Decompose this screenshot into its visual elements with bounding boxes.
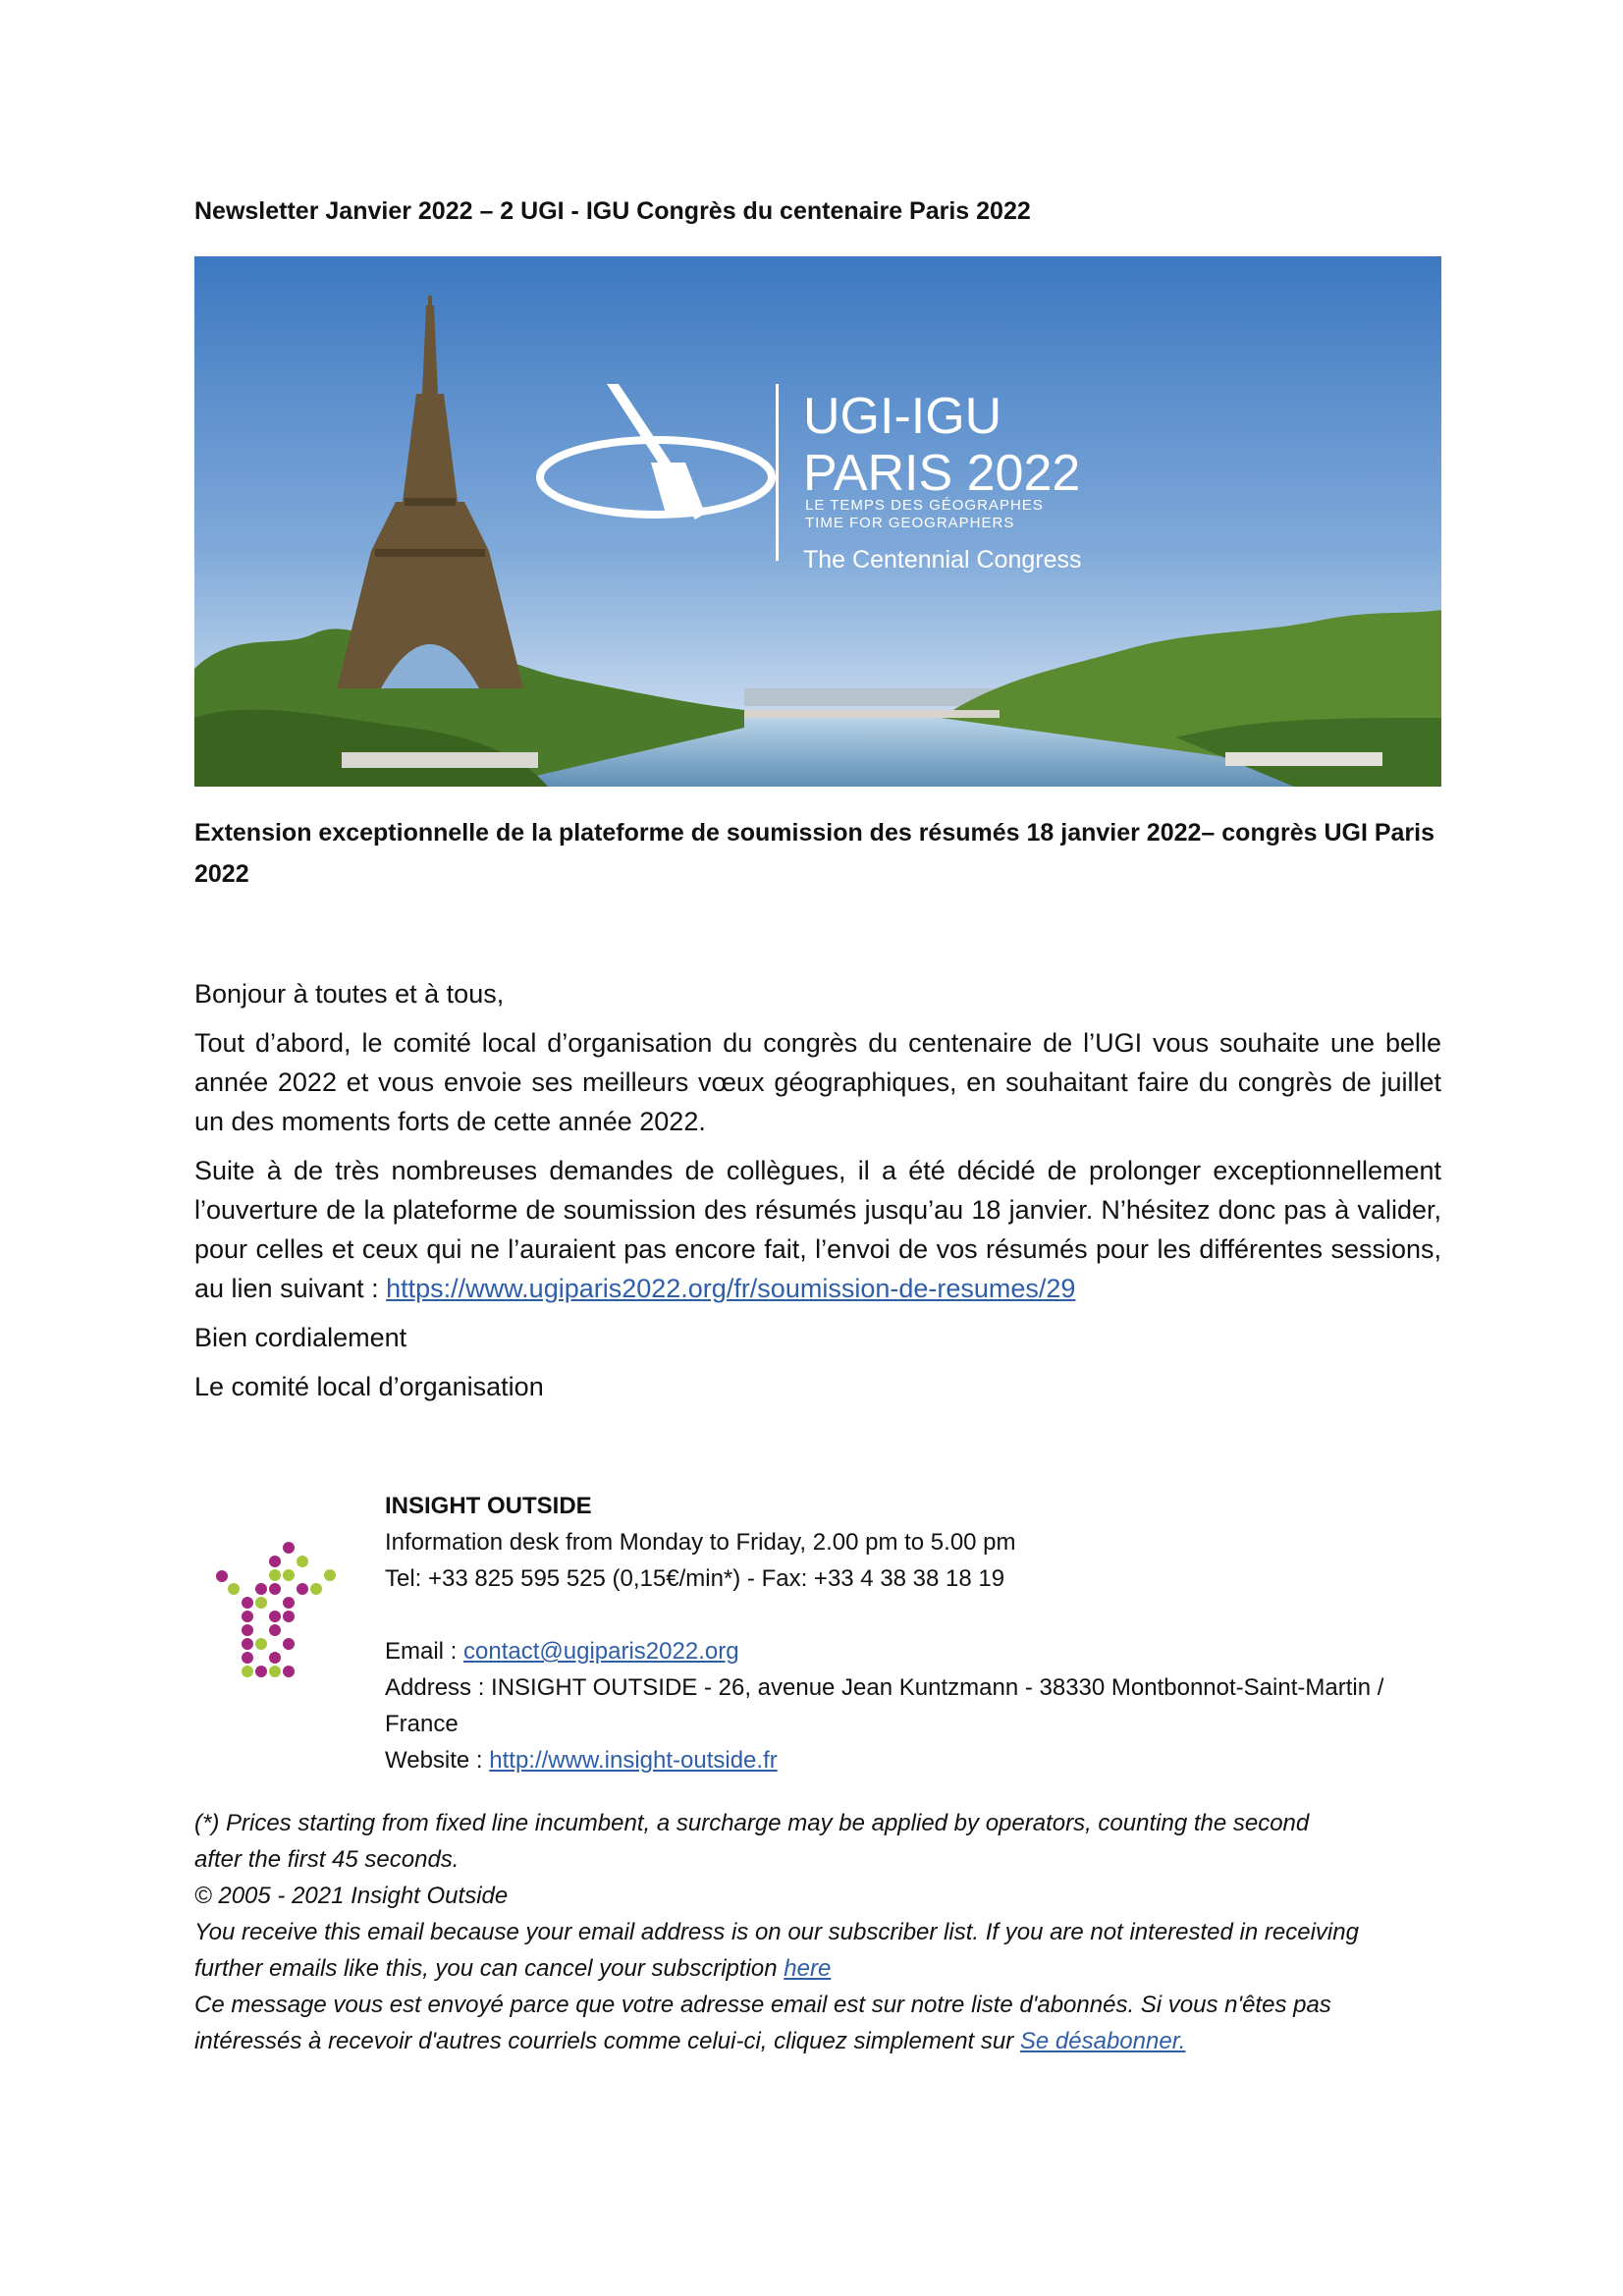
insight-outside-logo	[214, 1542, 361, 1719]
footer	[194, 1805, 1441, 2059]
announcement-heading: Extension exceptionnelle de la plateforme de soumission des résumés 18 janvier 2022– congrès UGI Paris 2022	[194, 819, 1435, 888]
greeting: Bonjour à toutes et à tous,	[194, 979, 505, 1009]
contact-website-label: Website :	[385, 1747, 490, 1774]
paragraph-extension	[194, 1151, 1441, 1308]
contact-website-row	[385, 1742, 1445, 1778]
page-title: Newsletter Janvier 2022 – 2 UGI - IGU Congrès du centenaire Paris 2022	[194, 197, 1031, 225]
message-body	[194, 974, 1441, 1416]
contact-phone: Tel: +33 825 595 525 (0,15€/min*) - Fax: +33 4 38 38 18 19	[385, 1565, 1005, 1592]
footer-fr-line-1: Ce message vous est envoyé parce que votre adresse email est sur notre liste d'abonnés. Si vous n'êtes pas	[194, 1992, 1331, 2018]
closing: Bien cordialement	[194, 1323, 407, 1352]
footer-fr-line-2-text: intéressés à recevoir d'autres courriels comme celui-ci, cliquez simplement sur	[194, 2028, 1020, 2054]
contact-hours: Information desk from Monday to Friday, 2.00 pm to 5.00 pm	[385, 1529, 1016, 1556]
contact-website-link[interactable]: http://www.insight-outside.fr	[489, 1747, 778, 1774]
paragraph-wishes: Tout d’abord, le comité local d’organisation du congrès du centenaire de l’UGI vous souhaite une belle année 2022 et vous envoie ses meilleurs vœux géographiques, en souhaitant faire du congrès de juillet un des moments forts de cette année 2022.	[194, 1028, 1441, 1136]
footer-en-line-2-text: further emails like this, you can cancel your subscription	[194, 1955, 784, 1982]
footer-note-line-2: after the first 45 seconds.	[194, 1846, 460, 1873]
submission-link[interactable]: https://www.ugiparis2022.org/fr/soumission-de-resumes/29	[386, 1274, 1076, 1303]
footer-copyright: © 2005 - 2021 Insight Outside	[194, 1883, 509, 1909]
footer-en-line-2	[194, 1950, 1441, 1987]
banner-title-2: PARIS 2022	[803, 445, 1081, 502]
unsubscribe-link-fr[interactable]: Se désabonner.	[1019, 2028, 1186, 2054]
contact-email-label: Email :	[385, 1638, 464, 1665]
footer-en-line-1: You receive this email because your email address is on our subscriber list. If you are not interested in receiving	[194, 1919, 1359, 1945]
contact-name: INSIGHT OUTSIDE	[385, 1493, 592, 1519]
banner-image	[194, 256, 1441, 787]
banner-subtitle-en: TIME FOR GEOGRAPHERS	[805, 515, 1015, 531]
footer-fr-line-2	[194, 2023, 1441, 2059]
paragraph-extension-text: Suite à de très nombreuses demandes de collègues, il a été décidé de prolonger exceptionnellement l’ouverture de la plateforme de soumission des résumés jusqu’au 18 janvier. N’hésitez donc pas à valider, pour celles et ceux qui ne l’auraient pas encore fait, l’envoi de vos résumés pour les différentes sessions, au lien suivant :	[194, 1156, 1441, 1303]
footer-note-line-1: (*) Prices starting from fixed line incumbent, a surcharge may be applied by operators, counting the second	[194, 1810, 1310, 1836]
contact-address-line-2: France	[385, 1711, 459, 1737]
signature: Le comité local d’organisation	[194, 1372, 544, 1401]
contact-address-line-1: Address : INSIGHT OUTSIDE - 26, avenue Jean Kuntzmann - 38330 Montbonnot-Saint-Martin /	[385, 1674, 1384, 1701]
banner-subtitle-fr: LE TEMPS DES GÉOGRAPHES	[805, 497, 1044, 514]
banner-tagline: The Centennial Congress	[803, 546, 1082, 574]
contact-email-link[interactable]: contact@ugiparis2022.org	[463, 1638, 739, 1665]
contact-email-row	[385, 1633, 1445, 1669]
banner-title-1: UGI-IGU	[803, 388, 1002, 445]
unsubscribe-link-en[interactable]: here	[784, 1955, 832, 1982]
contact-block	[385, 1488, 1445, 1778]
